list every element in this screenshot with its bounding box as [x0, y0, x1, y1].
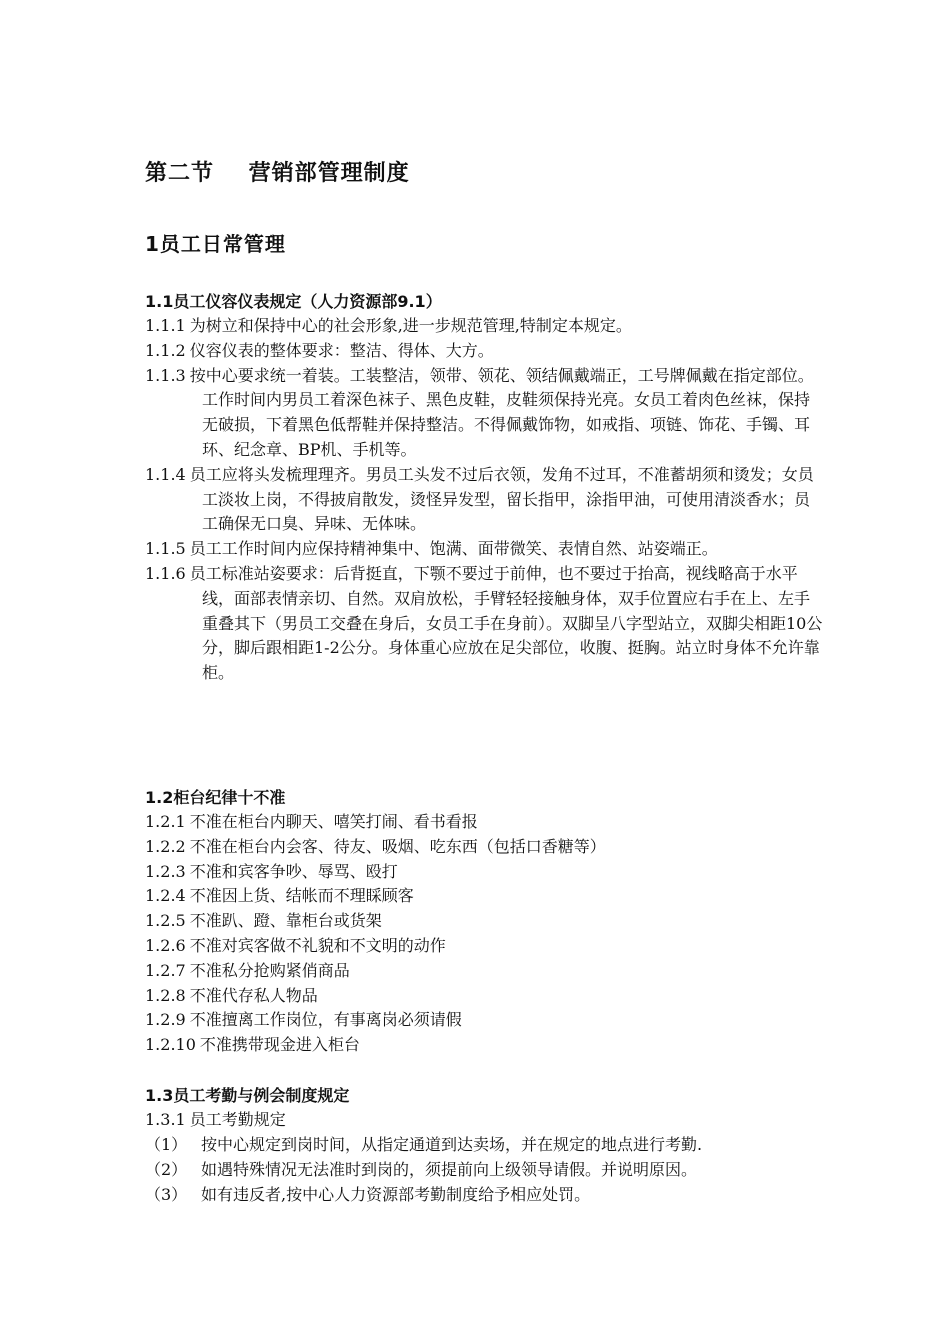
subsection-title-1-3: 1.3员工考勤与例会制度规定 — [145, 1086, 350, 1105]
subsection-title-1-2: 1.2柜台纪律十不准 — [145, 788, 286, 807]
chapter-title: 1员工日常管理 — [145, 232, 286, 256]
clause-item — [145, 537, 825, 562]
clause-number: 1.1.2 — [145, 340, 186, 360]
rule-item — [145, 959, 825, 984]
clause-text: 为树立和保持中心的社会形象,进一步规范管理,特制定本规定。 — [189, 316, 632, 335]
rule-item — [145, 1033, 825, 1058]
rule-text: 不准代存私人物品 — [189, 985, 318, 1005]
rule-number: 1.2.5 — [145, 911, 186, 931]
rule-number: 1.2.4 — [145, 886, 186, 906]
rule-item — [145, 1008, 825, 1033]
clause-item — [145, 1108, 825, 1133]
rule-item — [145, 934, 825, 959]
rule-text: 不准携带现金进入柜台 — [199, 1035, 360, 1055]
attendance-rules-list — [145, 1133, 835, 1207]
rule-number: 1.2.6 — [145, 935, 186, 955]
rule-item — [145, 835, 825, 860]
subsection-1-1-list — [145, 314, 825, 686]
rule-number: 1.2.1 — [145, 812, 186, 831]
clause-item — [145, 364, 825, 463]
rule-item — [145, 810, 825, 835]
subsection-title-1-1: 1.1员工仪容仪表规定（人力资源部9.1） — [145, 292, 442, 311]
rule-item — [145, 909, 825, 934]
clause-text: 员工工作时间内应保持精神集中、饱满、面带微笑、表情自然、站姿端正。 — [189, 539, 718, 559]
rule-text: 不准因上货、结帐而不理睬顾客 — [189, 886, 414, 906]
attendance-rule-number: （2） — [145, 1159, 188, 1179]
rule-text: 不准趴、蹬、靠柜台或货架 — [189, 911, 382, 931]
attendance-rule — [145, 1133, 835, 1158]
clause-number: 1.1.3 — [145, 365, 186, 385]
rule-number: 1.2.9 — [145, 1010, 186, 1030]
attendance-rule — [145, 1158, 835, 1183]
rule-item — [145, 860, 825, 885]
rule-number: 1.2.8 — [145, 985, 186, 1005]
subsection-1-2-list — [145, 810, 825, 1058]
rule-number: 1.2.10 — [145, 1035, 196, 1055]
rule-number: 1.2.3 — [145, 861, 186, 881]
clause-item — [145, 463, 825, 537]
attendance-rule-text: 如遇特殊情况无法准时到岗的，须提前向上级领导请假。并说明原因。 — [201, 1159, 698, 1179]
rule-item — [145, 884, 825, 909]
rule-text: 不准在柜台内会客、待友、吸烟、吃东西（包括口香糖等） — [189, 836, 606, 856]
rule-text: 不准在柜台内聊天、嘻笑打闹、看书看报 — [189, 812, 478, 831]
subsection-1-3-sub — [145, 1108, 825, 1133]
rule-number: 1.2.7 — [145, 960, 186, 980]
clause-text: 员工应将头发梳理理齐。男员工头发不过后衣领，发角不过耳，不准蓄胡须和烫发；女员工淡妆上岗，不得披肩散发，烫怪异发型，留长指甲，涂指甲油，可使用清淡香水；员工确保无口臭、异味、无体味。 — [189, 464, 814, 534]
clause-number: 1.1.5 — [145, 539, 186, 559]
attendance-rule-number: （3） — [145, 1184, 188, 1204]
clause-item — [145, 339, 825, 364]
clause-text: 按中心要求统一着装。工装整洁，领带、领花、领结佩戴端正，工号牌佩戴在指定部位。工作时间内男员工着深色袜子、黑色皮鞋，皮鞋须保持光亮。女员工着肉色丝袜，保持无破损，下着黑色低帮鞋并保持整洁。不得佩戴饰物，如戒指、项链、饰花、手镯、耳环、纪念章、BP机、手机等。 — [189, 365, 814, 459]
clause-text: 仪容仪表的整体要求：整洁、得体、大方。 — [189, 340, 494, 360]
clause-item — [145, 562, 825, 686]
rule-text: 不准和宾客争吵、辱骂、殴打 — [189, 861, 398, 881]
clause-text: 员工标准站姿要求：后背挺直，下颚不要过于前伸，也不要过于抬高，视线略高于水平线，面部表情亲切、自然。双肩放松，手臂轻轻接触身体，双手位置应右手在上、左手重叠其下（男员工交叠在身后，女员工手在身前）。双脚呈八字型站立，双脚尖相距10公分，脚后跟相距1-2公分。身体重心应放在足尖部位，收腹、挺胸。站立时身体不允许靠柜。 — [189, 563, 823, 683]
rule-text: 不准私分抢购紧俏商品 — [189, 960, 350, 980]
clause-item — [145, 314, 825, 339]
clause-text: 员工考勤规定 — [189, 1110, 286, 1129]
attendance-rule-number: （1） — [145, 1135, 188, 1154]
rule-text: 不准对宾客做不礼貌和不文明的动作 — [189, 935, 446, 955]
clause-number: 1.1.1 — [145, 316, 186, 335]
rule-item — [145, 984, 825, 1009]
clause-number: 1.1.4 — [145, 464, 186, 484]
rule-number: 1.2.2 — [145, 836, 186, 856]
rule-text: 不准擅离工作岗位，有事离岗必须请假 — [189, 1010, 462, 1030]
attendance-rule-text: 按中心规定到岗时间，从指定通道到达卖场，并在规定的地点进行考勤. — [201, 1135, 703, 1154]
attendance-rule-text: 如有违反者,按中心人力资源部考勤制度给予相应处罚。 — [201, 1184, 591, 1204]
clause-number: 1.3.1 — [145, 1110, 186, 1129]
clause-number: 1.1.6 — [145, 563, 186, 583]
section-title: 第二节 营销部管理制度 — [145, 161, 410, 186]
attendance-rule — [145, 1183, 835, 1208]
